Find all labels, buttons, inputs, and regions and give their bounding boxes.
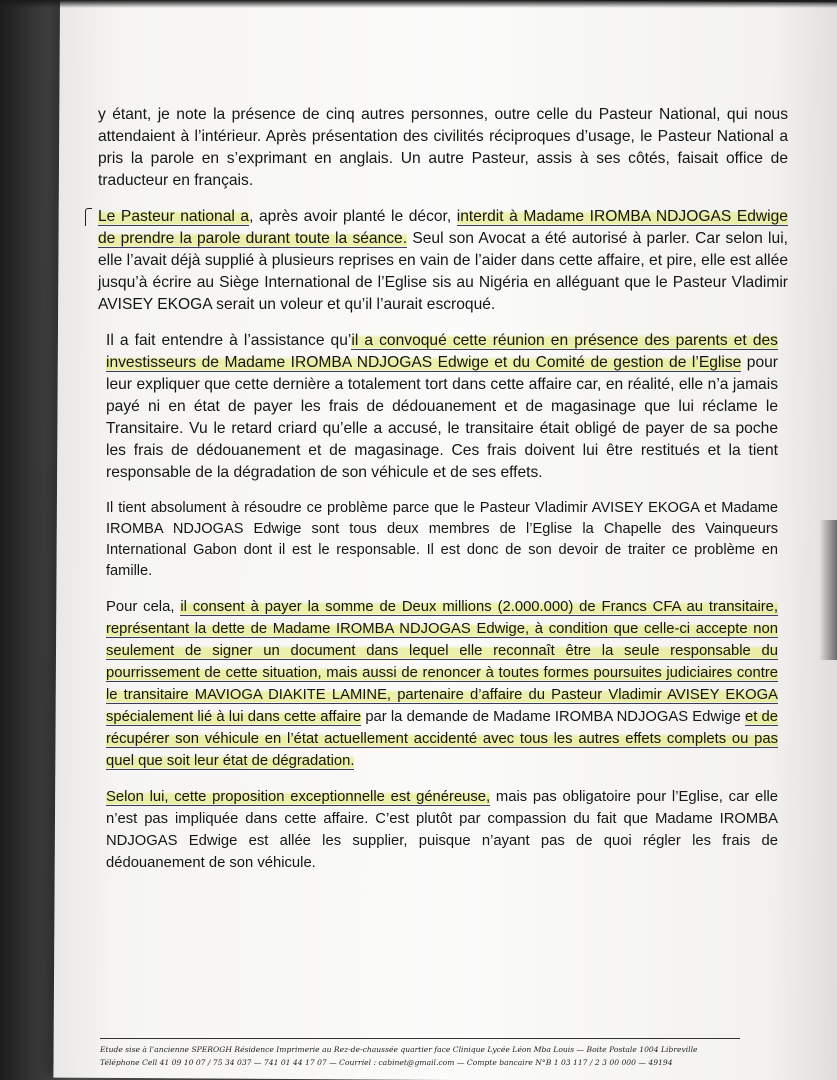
highlight-consent: il consent à payer la somme de Deux millions (2.000.000) de Francs CFA au transitaire, représentant la dette de Madame IROMBA NDJOGAS Edwige, à condition que celle-ci accepte non seulement de signer un document dans lequel elle reconnaît être la seule responsable du pourrissement de cette situation, mais aussi de renoncer à toutes formes poursuites judiciaires contre le transitaire MAVIOGA DIAKITE LAMINE, partenaire d’affaire du Pasteur Vladimir AVISEY EKOGA spécialement lié à lui dans cette affaire <box>106 599 779 725</box>
text-segment: pour leur expliquer que cette dernière a totalement tort dans cette affaire car, en réalité, elle n’a jamais payé ni en état de payer les frais de dédouanement et de magasinage que lui réclame le Transitaire. Vu le retard criard qu’elle a accusé, le transitaire était obligé de payer de sa poche les frais de dédouanement et de magasinage. Ces frais doivent lui être restitués et la tient responsable de la dégradation de son véhicule et de ses effets. <box>106 354 778 481</box>
paragraph-1: y étant, je note la présence de cinq autres personnes, outre celle du Pasteur National, qui nous attendaient à l’intérieur. Après présentation des civilités réciproques d’usage, le Pasteur National a pris la parole en s’exprimant en anglais. Un autre Pasteur, assis à ses côtés, faisait office de traducteur en français. <box>98 106 788 189</box>
highlight-convoque: il a convoqué cette réunion en présence des parents et des investisseurs de Madame IROMBA NDJOGAS Edwige et du Comité de gestion de l’Eglise <box>106 332 778 371</box>
highlight-interdit: interdit à Madame IROMBA NDJOGAS Edwige de prendre la parole durant toute la séance. <box>98 208 788 247</box>
footer-divider <box>100 1038 740 1039</box>
document-body <box>98 104 788 888</box>
page-footer <box>100 1038 740 1069</box>
footer-line-1: Etude sise à l’ancienne SPEROGH Résidence Imprimerie au Rez-de-chaussée quartier face Clinique Lycée Léon Mba Louis — Boite Postale 1004 Libreville <box>100 1045 698 1054</box>
paragraph-4: Il tient absolument à résoudre ce problème parce que le Pasteur Vladimir AVISEY EKOGA et Madame IROMBA NDJOGAS Edwige sont tous deux membres de l’Eglise la Chapelle des Vainqueurs International Gabon dont il est le responsable. Il est donc de son devoir de traiter ce problème en famille. <box>106 500 778 579</box>
highlight-pasteur-national: Le Pasteur national a <box>98 208 250 225</box>
paragraph-3 <box>106 330 778 484</box>
handwritten-bracket-mark <box>85 208 92 226</box>
text-segment: , après avoir planté le décor, <box>249 208 457 225</box>
text-segment: Pour cela, <box>106 599 181 615</box>
paragraph-2 <box>98 206 788 316</box>
top-shadow <box>0 0 837 8</box>
footer-line-2: Téléphone Cell 41 09 10 07 / 75 34 037 — 741 01 44 17 07 — Courriel : cabinet@gmail.com — Compte bancaire N°B 1 03 117 / 2 3 00 000 — 49194 <box>100 1058 673 1067</box>
highlight-recuperer: et de récupérer son véhicule en l’état actuellement accidenté avec tous les autres effets complets ou pas quel que soit leur état de dégradation. <box>106 709 778 769</box>
text-segment: mais pas obligatoire pour l’Eglise, car elle n’est pas impliquée dans cette affaire. C’est plutôt par compassion du fait que Madame IROMBA NDJOGAS Edwige est allée les supplier, puisque n’ayant pas de quoi régler les frais de dédouanement de son véhicule. <box>106 789 779 871</box>
paragraph-5 <box>106 596 778 772</box>
text-segment: Il a fait entendre à l’assistance qu’ <box>106 332 352 349</box>
highlight-selon-lui: Selon lui, cette proposition exceptionnelle est généreuse, <box>106 789 491 805</box>
paragraph-6 <box>106 786 778 874</box>
right-edge-shadow <box>819 520 837 660</box>
text-segment: Seul son Avocat a été autorisé à parler. Car selon lui, elle l’avait déjà supplié à plusieurs reprises en vain de l’aider dans cette affaire, et pire, elle est allée jusqu’à écrire au Siège International de l’Eglise sis au Nigéria en alléguant que le Pasteur Vladimir AVISEY EKOGA serait un voleur et qu’il l’aurait escroqué. <box>98 230 788 313</box>
text-segment: par la demande de Madame IROMBA NDJOGAS Edwige <box>361 709 746 725</box>
